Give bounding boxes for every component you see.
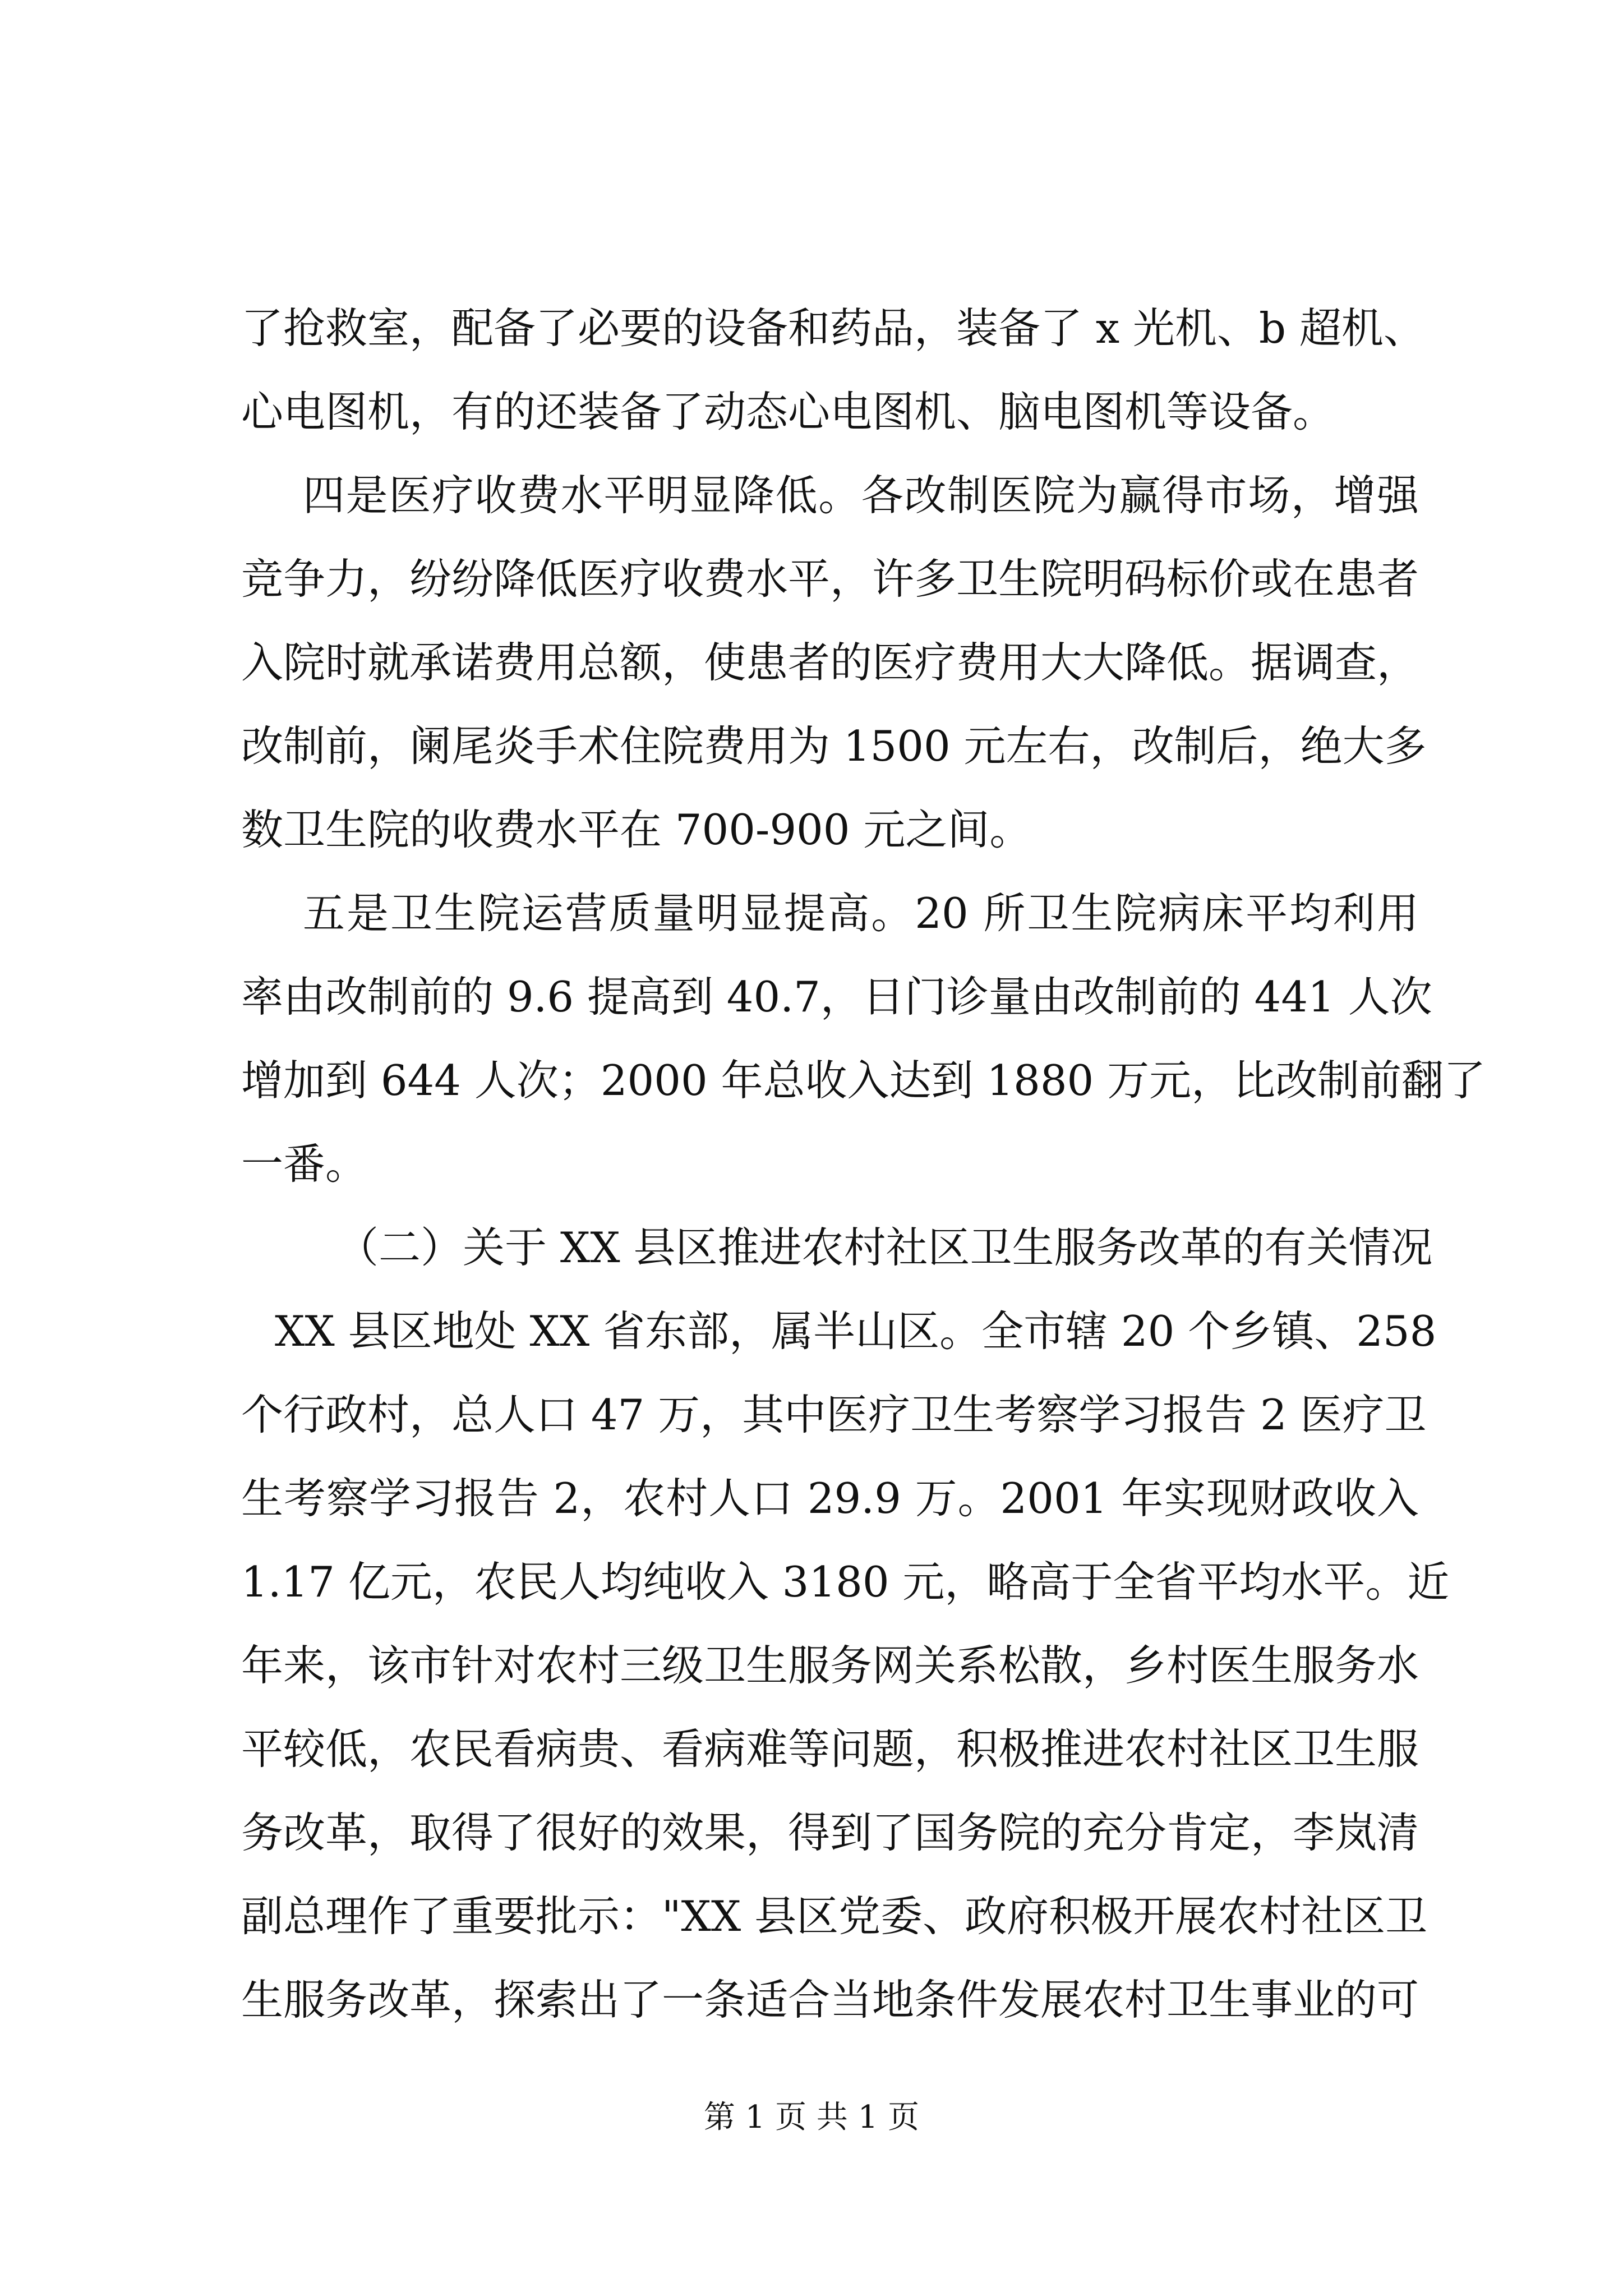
document-body <box>241 300 1486 2055</box>
text-line: 年来，该市针对农村三级卫生服务网关系松散，乡村医生服务水 <box>241 1641 1419 1690</box>
text-line: 数卫生院的收费水平在 700-900 元之间。 <box>241 805 1032 854</box>
text-line: 平较低，农民看病贵、看病难等问题，积极推进农村社区卫生服 <box>241 1724 1419 1774</box>
text-line: 率由改制前的 9.6 提高到 40.7，日门诊量由改制前的 441 人次 <box>241 972 1432 1022</box>
text-line: 增加到 644 人次；2000 年总收入达到 1880 万元，比改制前翻了 <box>241 1056 1486 1105</box>
text-line: 一番。 <box>241 1139 368 1189</box>
text-line: 生服务改革，探索出了一条适合当地条件发展农村卫生事业的可 <box>241 1975 1419 2024</box>
text-line: 心电图机，有的还装备了动态心电图机、脑电图机等设备。 <box>241 387 1335 436</box>
text-line: XX 县区地处 XX 省东部，属半山区。全市辖 20 个乡镇、258 <box>275 1306 1437 1356</box>
text-line: 1.17 亿元，农民人均纯收入 3180 元，略高于全省平均水平。近 <box>241 1557 1450 1607</box>
text-line: 副总理作了重要批示："XX 县区党委、政府积极开展农村社区卫 <box>241 1892 1428 1941</box>
text-line: 务改革，取得了很好的效果，得到了国务院的充分肯定，李岚清 <box>241 1808 1419 1857</box>
text-line: 了抢救室，配备了必要的设备和药品，装备了 x 光机、b 超机、 <box>241 303 1426 353</box>
text-line: 竞争力，纷纷降低医疗收费水平，许多卫生院明码标价或在患者 <box>241 554 1419 604</box>
text-line: 改制前，阑尾炎手术住院费用为 1500 元左右，改制后，绝大多 <box>241 721 1427 771</box>
text-line: 生考察学习报告 2，农村人口 29.9 万。2001 年实现财政收入 <box>241 1474 1419 1523</box>
text-line: 个行政村，总人口 47 万，其中医疗卫生考察学习报告 2 医疗卫 <box>241 1390 1427 1439</box>
text-line: 五是卫生院运营质量明显提高。20 所卫生院病床平均利用 <box>303 889 1419 938</box>
page-number: 第 1 页 共 1 页 <box>703 2099 920 2136</box>
text-line: 入院时就承诺费用总额，使患者的医疗费用大大降低。据调查， <box>241 638 1419 687</box>
text-line: 四是医疗收费水平明显降低。各改制医院为赢得市场，增强 <box>303 471 1419 520</box>
section-heading: （二）关于 XX 县区推进农村社区卫生服务改革的有关情况 <box>336 1223 1433 1272</box>
page-footer <box>0 2098 1623 2137</box>
